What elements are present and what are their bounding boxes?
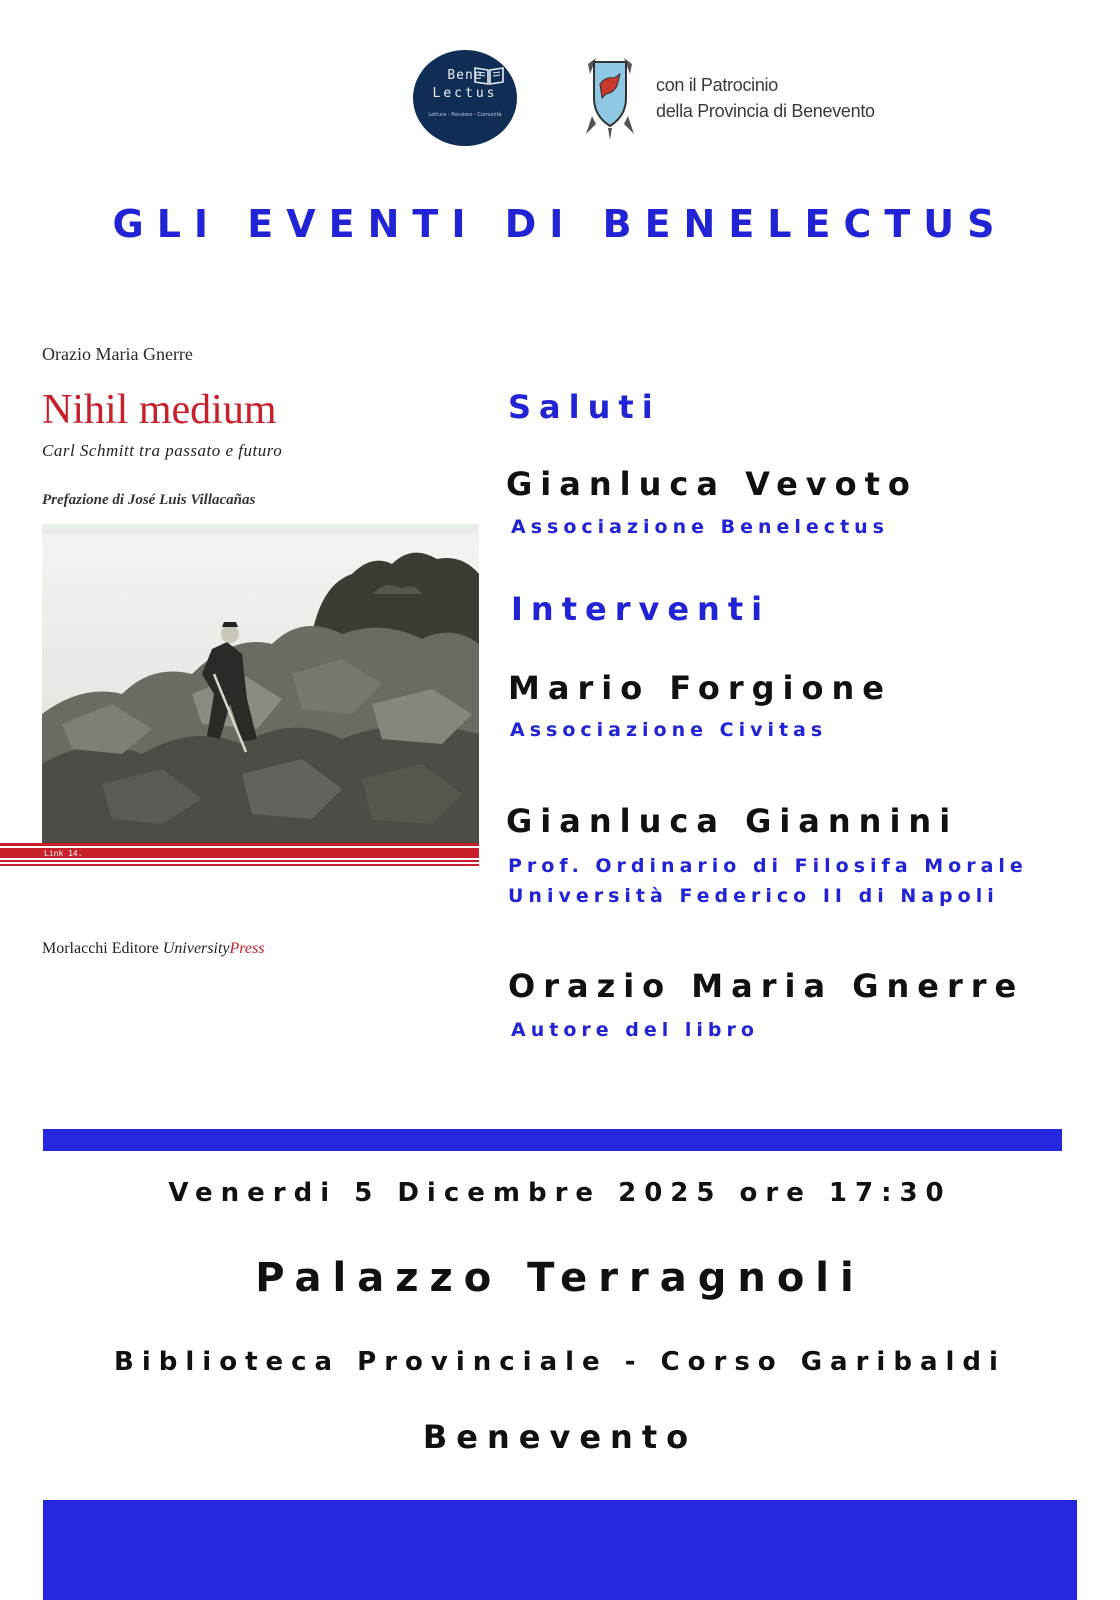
publisher-name: Morlacchi Editore — [42, 940, 159, 957]
speaker-name: Gianluca Vevoto — [506, 465, 918, 503]
event-city: Benevento — [422, 1418, 698, 1456]
book-title: Nihil medium — [42, 387, 277, 433]
book-subtitle: Carl Schmitt tra passato e futuro — [42, 441, 283, 460]
interventi-heading: Interventi — [511, 590, 771, 628]
speaker-affiliation: Associazione Benelectus — [511, 516, 889, 538]
book-author: Orazio Maria Gnerre — [42, 344, 193, 364]
open-book-icon — [473, 64, 505, 86]
speaker-name: Orazio Maria Gnerre — [508, 967, 1025, 1005]
footer-band — [43, 1500, 1077, 1600]
cover-photo — [42, 524, 479, 846]
speaker-name: Mario Forgione — [508, 669, 892, 707]
book-preface: Prefazione di José Luis Villacañas — [42, 492, 256, 508]
page-title: GLI EVENTI DI BENELECTUS — [112, 202, 1008, 246]
event-location: Biblioteca Provinciale - Corso Garibaldi — [114, 1347, 1006, 1377]
event-venue: Palazzo Terragnoli — [255, 1255, 865, 1301]
publisher-imprint-1: University — [162, 940, 230, 957]
publisher-imprint-2: Press — [229, 940, 265, 957]
patronage-line2: della Provincia di Benevento — [656, 101, 875, 121]
speaker-affiliation: Autore del libro — [511, 1019, 759, 1041]
event-date: Venerdi 5 Dicembre 2025 ore 17:30 — [168, 1178, 952, 1208]
saluti-heading: Saluti — [508, 388, 661, 426]
benelectus-logo — [413, 50, 517, 146]
divider-band — [43, 1129, 1062, 1151]
speaker-affiliation: Prof. Ordinario di Filosifa Morale — [508, 855, 1028, 877]
patronage-line1: con il Patrocinio — [656, 75, 778, 95]
book-series: Link 14. — [44, 849, 83, 858]
logo-tagline: Letture - Pensiero - Comunità — [428, 112, 502, 118]
provincia-crest-icon — [582, 54, 638, 140]
speaker-name: Gianluca Giannini — [506, 802, 959, 840]
speaker-affiliation: Università Federico II di Napoli — [508, 885, 999, 907]
logo-text-line1: Bene — [447, 68, 483, 83]
logo-text-line2: Lectus — [432, 86, 498, 101]
speaker-affiliation: Associazione Civitas — [510, 719, 828, 741]
book-publisher — [42, 940, 264, 958]
patronage-text — [656, 72, 875, 124]
